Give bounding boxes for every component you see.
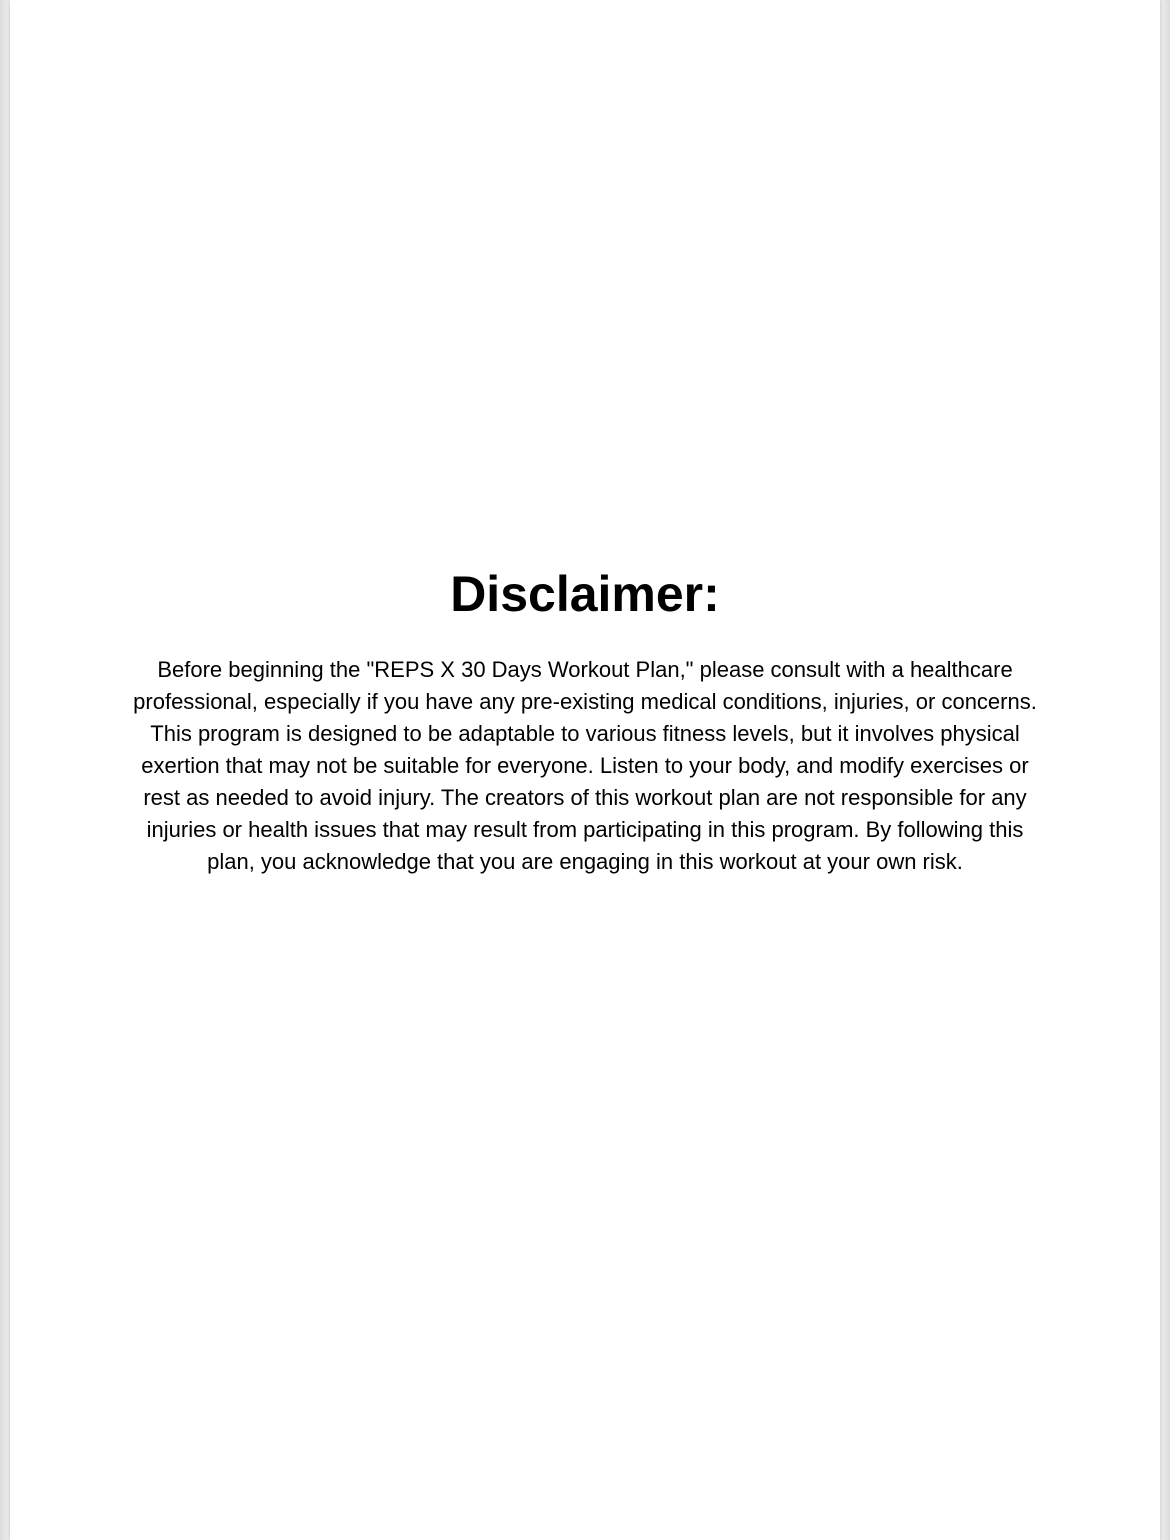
page-title: Disclaimer: [450,566,720,622]
document-page [10,0,1160,1540]
disclaimer-paragraph: Before beginning the "REPS X 30 Days Workout Plan," please consult with a healthcare professional, especially if you have any pre-existing medical conditions, injuries, or concerns. This program is designed to be adaptable to various fitness levels, but it involves physical exertion that may not be suitable for everyone. Listen to your body, and modify exercises or rest as needed to avoid injury. The creators of this workout plan are not responsible for any injuries or health issues that may result from participating in this program. By following this plan, you acknowledge that you are engaging in this workout at your own risk. [133,657,1037,874]
